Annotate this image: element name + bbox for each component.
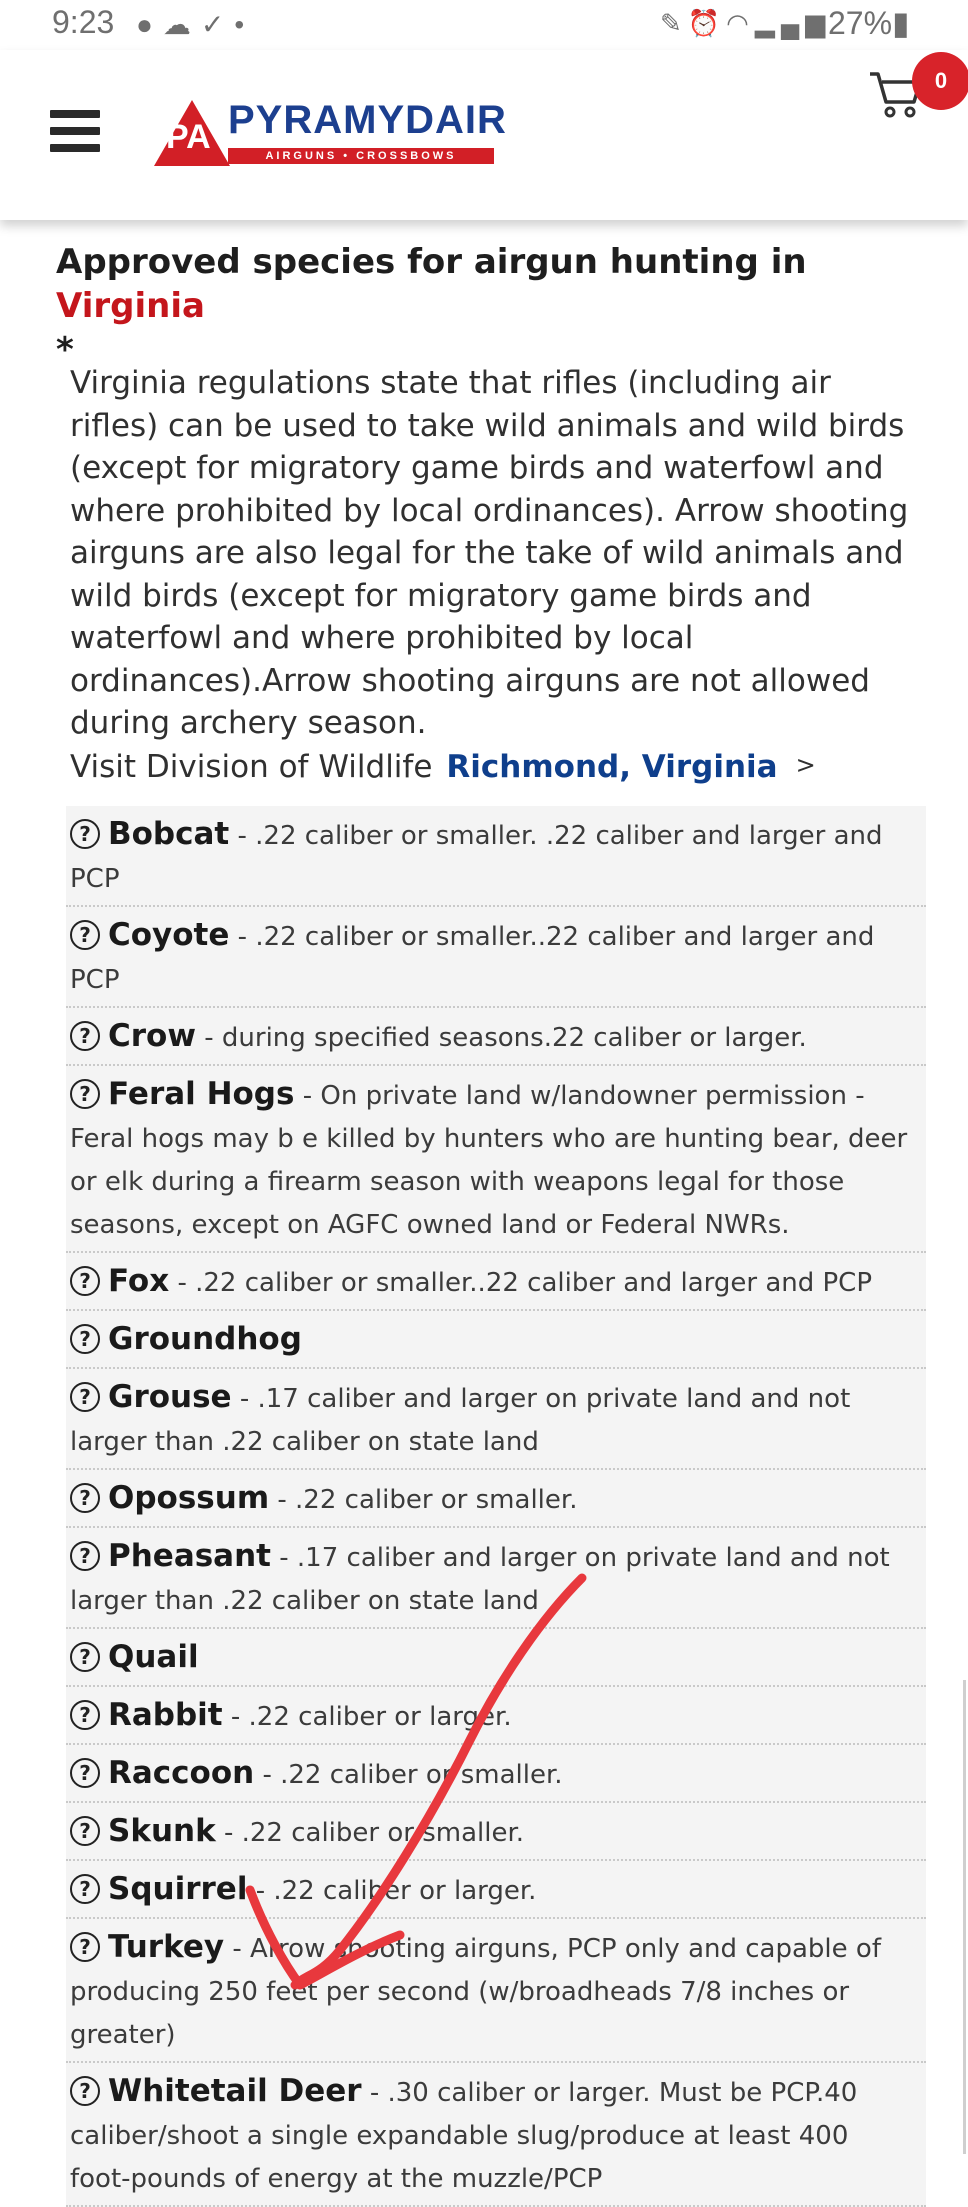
species-detail: - .22 caliber or smaller. — [254, 1760, 563, 1790]
help-icon[interactable]: ? — [70, 1483, 100, 1513]
species-name: Fox — [108, 1263, 170, 1299]
page-title: Approved species for airgun hunting in Virginia * — [56, 242, 807, 370]
species-row — [66, 1919, 926, 2063]
messenger-icon: ● — [136, 9, 163, 40]
species-detail: - On private land w/landowner permission - Feral hogs may b e killed by hunters who are hunting bear, deer or elk during a firearm season with weapons legal for those seasons, except on AGFC owned land or Federal NWRs. — [70, 1081, 908, 1240]
species-detail: - .22 caliber or smaller. — [215, 1818, 525, 1848]
dot-icon: • — [234, 9, 255, 40]
species-detail: - .30 caliber or larger. Must be PCP.40 caliber/shoot a single expandable slug/produce at least 400 foot-pounds of energy at the muzzle/PCP — [70, 2078, 858, 2194]
species-detail: - .22 caliber or larger. — [247, 1876, 537, 1906]
help-icon[interactable]: ? — [70, 1642, 100, 1672]
species-name: Opossum — [108, 1480, 270, 1516]
site-header — [0, 50, 968, 220]
help-icon[interactable]: ? — [70, 1758, 100, 1788]
species-name: Turkey — [108, 1929, 225, 1965]
help-icon[interactable]: ? — [70, 1816, 100, 1846]
species-detail: - Arrow shooting airguns, PCP only and capable of producing 250 feet per second (w/broadheads 7/8 inches or greater) — [70, 1934, 881, 2050]
svg-text:PA: PA — [166, 118, 211, 156]
help-icon[interactable]: ? — [70, 1324, 100, 1354]
species-row — [66, 1066, 926, 1253]
help-icon[interactable]: ? — [70, 1874, 100, 1904]
species-row — [66, 1470, 926, 1528]
species-detail: - .17 caliber and larger on private land and not larger than .22 caliber on state land — [70, 1384, 851, 1457]
logo-wordmark: PYRAMYDAIR — [228, 98, 507, 142]
species-row — [66, 1369, 926, 1470]
alarm-icon: ⏰ — [687, 8, 727, 38]
species-name: Raccoon — [108, 1755, 255, 1791]
help-icon[interactable]: ? — [70, 1266, 100, 1296]
species-name: Skunk — [108, 1813, 216, 1849]
system-icons — [660, 8, 831, 39]
species-row — [66, 1687, 926, 1745]
status-bar — [0, 0, 968, 50]
species-name: Grouse — [108, 1379, 232, 1415]
help-icon[interactable]: ? — [70, 1541, 100, 1571]
logo-tagline: AIRGUNS • CROSSBOWS — [228, 148, 494, 164]
species-name: Rabbit — [108, 1697, 223, 1733]
wifi-icon: ◠ — [726, 8, 755, 38]
species-row — [66, 1803, 926, 1861]
battery-level: 27%▮ — [828, 5, 910, 41]
species-row — [66, 1311, 926, 1369]
help-icon[interactable]: ? — [70, 1700, 100, 1730]
help-icon[interactable]: ? — [70, 819, 100, 849]
species-row — [66, 1008, 926, 1066]
species-name: Pheasant — [108, 1538, 271, 1574]
species-name: Coyote — [108, 917, 230, 953]
logo-pyramid-icon — [152, 98, 232, 168]
species-list — [66, 806, 926, 2207]
species-detail: - .22 caliber or larger. — [222, 1702, 512, 1732]
help-icon[interactable]: ? — [70, 2076, 100, 2106]
signal-icon: ▂▄▆ — [754, 8, 832, 38]
species-row — [66, 1629, 926, 1687]
help-icon[interactable]: ? — [70, 1382, 100, 1412]
species-detail: - .22 caliber or smaller. — [269, 1485, 578, 1515]
species-name: Crow — [108, 1018, 196, 1054]
status-time: 9:23 — [52, 4, 115, 40]
species-row — [66, 2063, 926, 2207]
wildlife-division-link[interactable]: Richmond, Virginia — [446, 749, 778, 785]
species-detail: - .22 caliber or smaller..22 caliber and larger and PCP — [70, 922, 875, 995]
visit-label: Visit Division of Wildlife — [70, 749, 433, 785]
species-name: Squirrel — [108, 1871, 248, 1907]
species-detail: - .22 caliber or smaller. .22 caliber and larger and PCP — [70, 821, 883, 894]
help-icon[interactable]: ? — [70, 920, 100, 950]
site-logo[interactable] — [152, 98, 507, 168]
visit-division-line — [70, 746, 920, 790]
species-name: Feral Hogs — [108, 1076, 295, 1112]
species-row — [66, 1253, 926, 1311]
cloud-icon: ☁ — [162, 9, 201, 40]
species-detail: - during specified seasons.22 caliber or larger. — [195, 1023, 807, 1053]
help-icon[interactable]: ? — [70, 1932, 100, 1962]
menu-icon[interactable] — [50, 110, 100, 156]
battery-icon: ▮ — [892, 5, 910, 41]
regulations-intro: Virginia regulations state that rifles (including air rifles) can be used to take wild animals and wild birds (except for migratory game birds and waterfowl and where prohibited by local ordinances). Arrow shooting airguns are also legal for the take of wild animals and wild birds (except for migratory game birds and waterfowl and where prohibited by local ordinances).Arrow shooting airguns are not allowed during archery season. — [70, 365, 909, 741]
cart-button[interactable] — [868, 50, 968, 170]
title-state: Virginia — [56, 286, 205, 326]
notification-icons — [136, 8, 254, 41]
species-row — [66, 1861, 926, 1919]
help-icon[interactable]: ? — [70, 1079, 100, 1109]
species-detail: - .17 caliber and larger on private land and not larger than .22 caliber on state land — [70, 1543, 890, 1616]
species-detail: - .22 caliber or smaller..22 caliber and larger and PCP — [169, 1268, 873, 1298]
species-name: Bobcat — [108, 816, 230, 852]
species-row — [66, 907, 926, 1008]
species-row — [66, 806, 926, 907]
species-row — [66, 1745, 926, 1803]
species-name: Whitetail Deer — [108, 2073, 362, 2109]
help-icon[interactable]: ? — [70, 1021, 100, 1051]
scrollbar[interactable] — [963, 1680, 966, 2154]
cart-count-badge: 0 — [912, 52, 968, 110]
check-icon: ✓ — [200, 9, 235, 40]
chevron-right-icon[interactable]: > — [795, 751, 816, 779]
species-name: Groundhog — [108, 1321, 302, 1357]
species-row — [66, 1528, 926, 1629]
species-name: Quail — [108, 1639, 199, 1675]
pen-icon: ✎ — [660, 8, 688, 38]
